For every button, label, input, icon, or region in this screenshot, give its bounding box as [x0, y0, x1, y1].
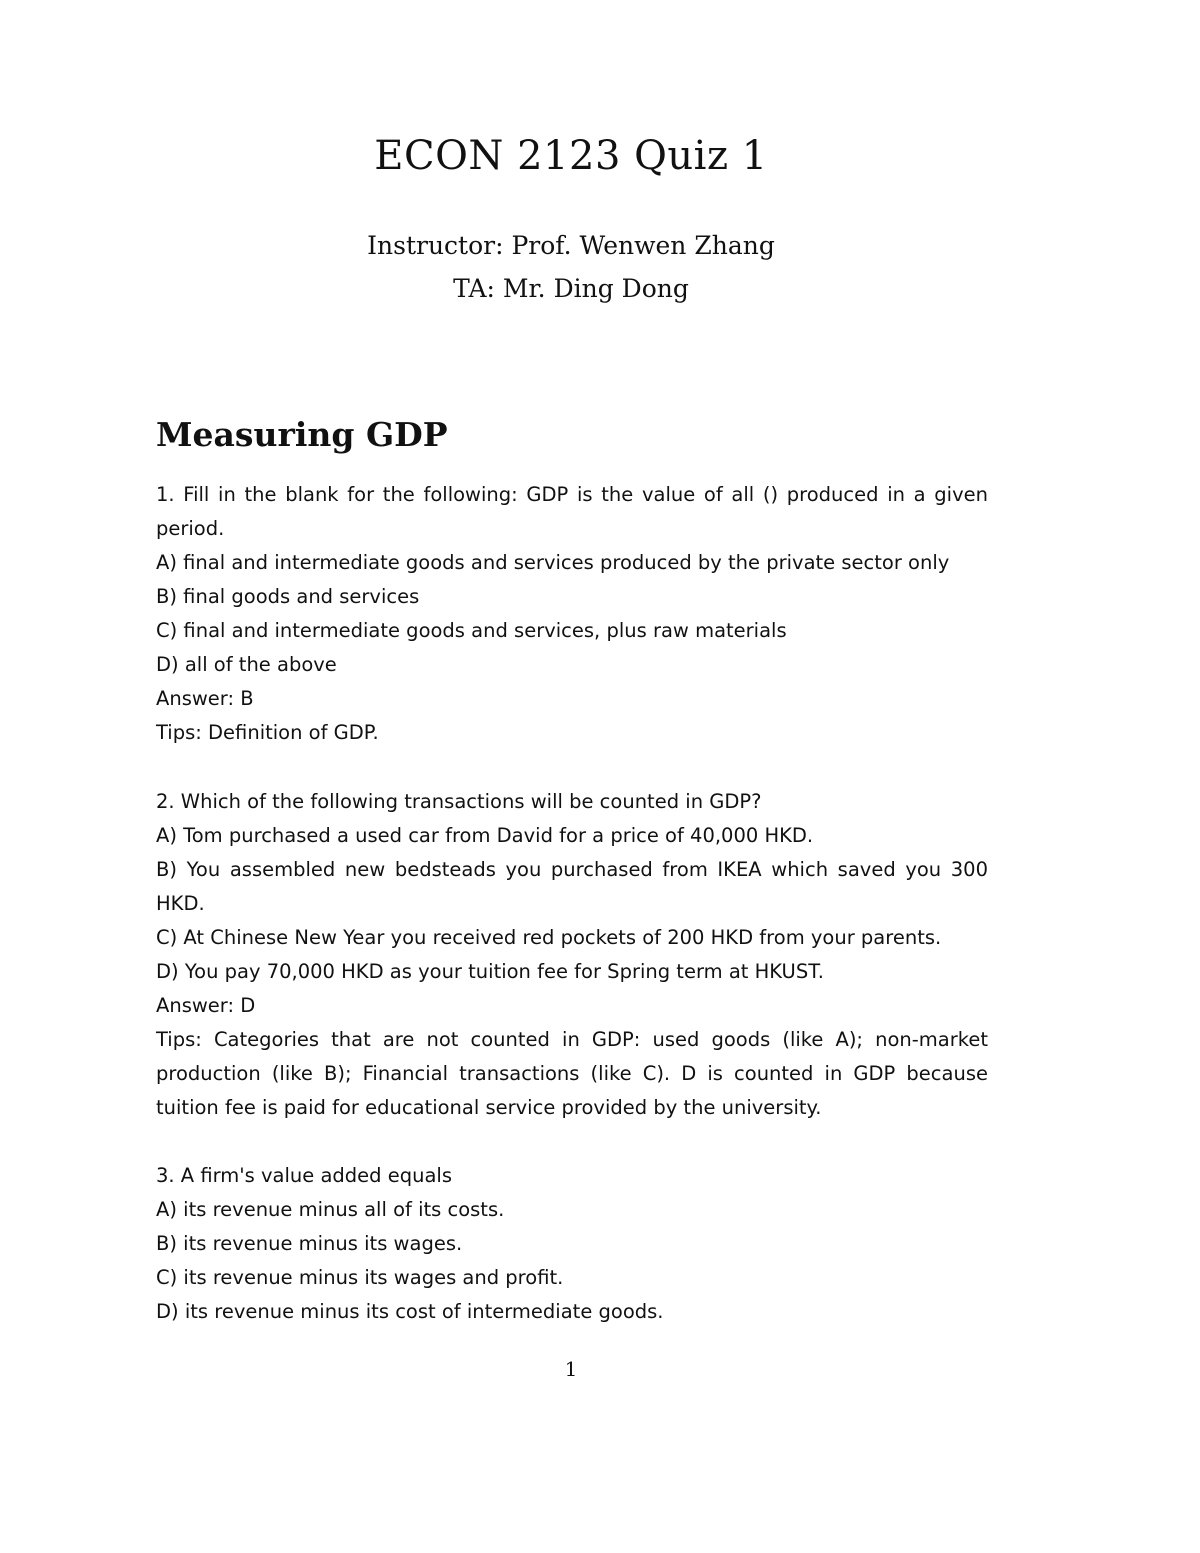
- question-2-text: 2. Which of the following transactions will be counted in GDP?: [156, 790, 762, 813]
- question-1-line-1: 1. Fill in the blank for the following: GDP is the value of all () produced in a given: [156, 483, 988, 506]
- question-1-answer: Answer: B: [156, 687, 254, 710]
- question-2-option-b-line-2: HKD.: [156, 892, 205, 915]
- page-number: 1: [564, 1357, 578, 1381]
- question-1-option-c: C) final and intermediate goods and services, plus raw materials: [156, 619, 787, 642]
- document-title: ECON 2123 Quiz 1: [374, 133, 768, 179]
- question-2-option-d: D) You pay 70,000 HKD as your tuition fee for Spring term at HKUST.: [156, 960, 824, 983]
- question-1-option-d: D) all of the above: [156, 653, 337, 676]
- instructor-line: Instructor: Prof. Wenwen Zhang: [367, 231, 775, 260]
- question-2-option-c: C) At Chinese New Year you received red pockets of 200 HKD from your parents.: [156, 926, 942, 949]
- question-2-tips-line-3: tuition fee is paid for educational service provided by the university.: [156, 1096, 822, 1119]
- section-heading: Measuring GDP: [156, 415, 448, 454]
- question-3-text: 3. A firm's value added equals: [156, 1164, 453, 1187]
- question-2-answer: Answer: D: [156, 994, 256, 1017]
- question-3-option-d: D) its revenue minus its cost of intermediate goods.: [156, 1300, 664, 1323]
- question-1-line-2: period.: [156, 517, 225, 540]
- question-3-option-c: C) its revenue minus its wages and profit.: [156, 1266, 564, 1289]
- question-2-tips-line-2: production (like B); Financial transactions (like C). D is counted in GDP because: [156, 1062, 988, 1085]
- question-2-option-b-line-1: B) You assembled new bedsteads you purchased from IKEA which saved you 300: [156, 858, 988, 881]
- question-3-option-a: A) its revenue minus all of its costs.: [156, 1198, 505, 1221]
- question-1-tips: Tips: Definition of GDP.: [156, 721, 379, 744]
- question-3-option-b: B) its revenue minus its wages.: [156, 1232, 463, 1255]
- question-2-option-a: A) Tom purchased a used car from David for a price of 40,000 HKD.: [156, 824, 814, 847]
- question-2-tips-line-1: Tips: Categories that are not counted in GDP: used goods (like A); non-market: [156, 1028, 988, 1051]
- question-1-option-b: B) final goods and services: [156, 585, 420, 608]
- ta-line: TA: Mr. Ding Dong: [453, 274, 689, 303]
- question-1-option-a: A) final and intermediate goods and services produced by the private sector only: [156, 551, 950, 574]
